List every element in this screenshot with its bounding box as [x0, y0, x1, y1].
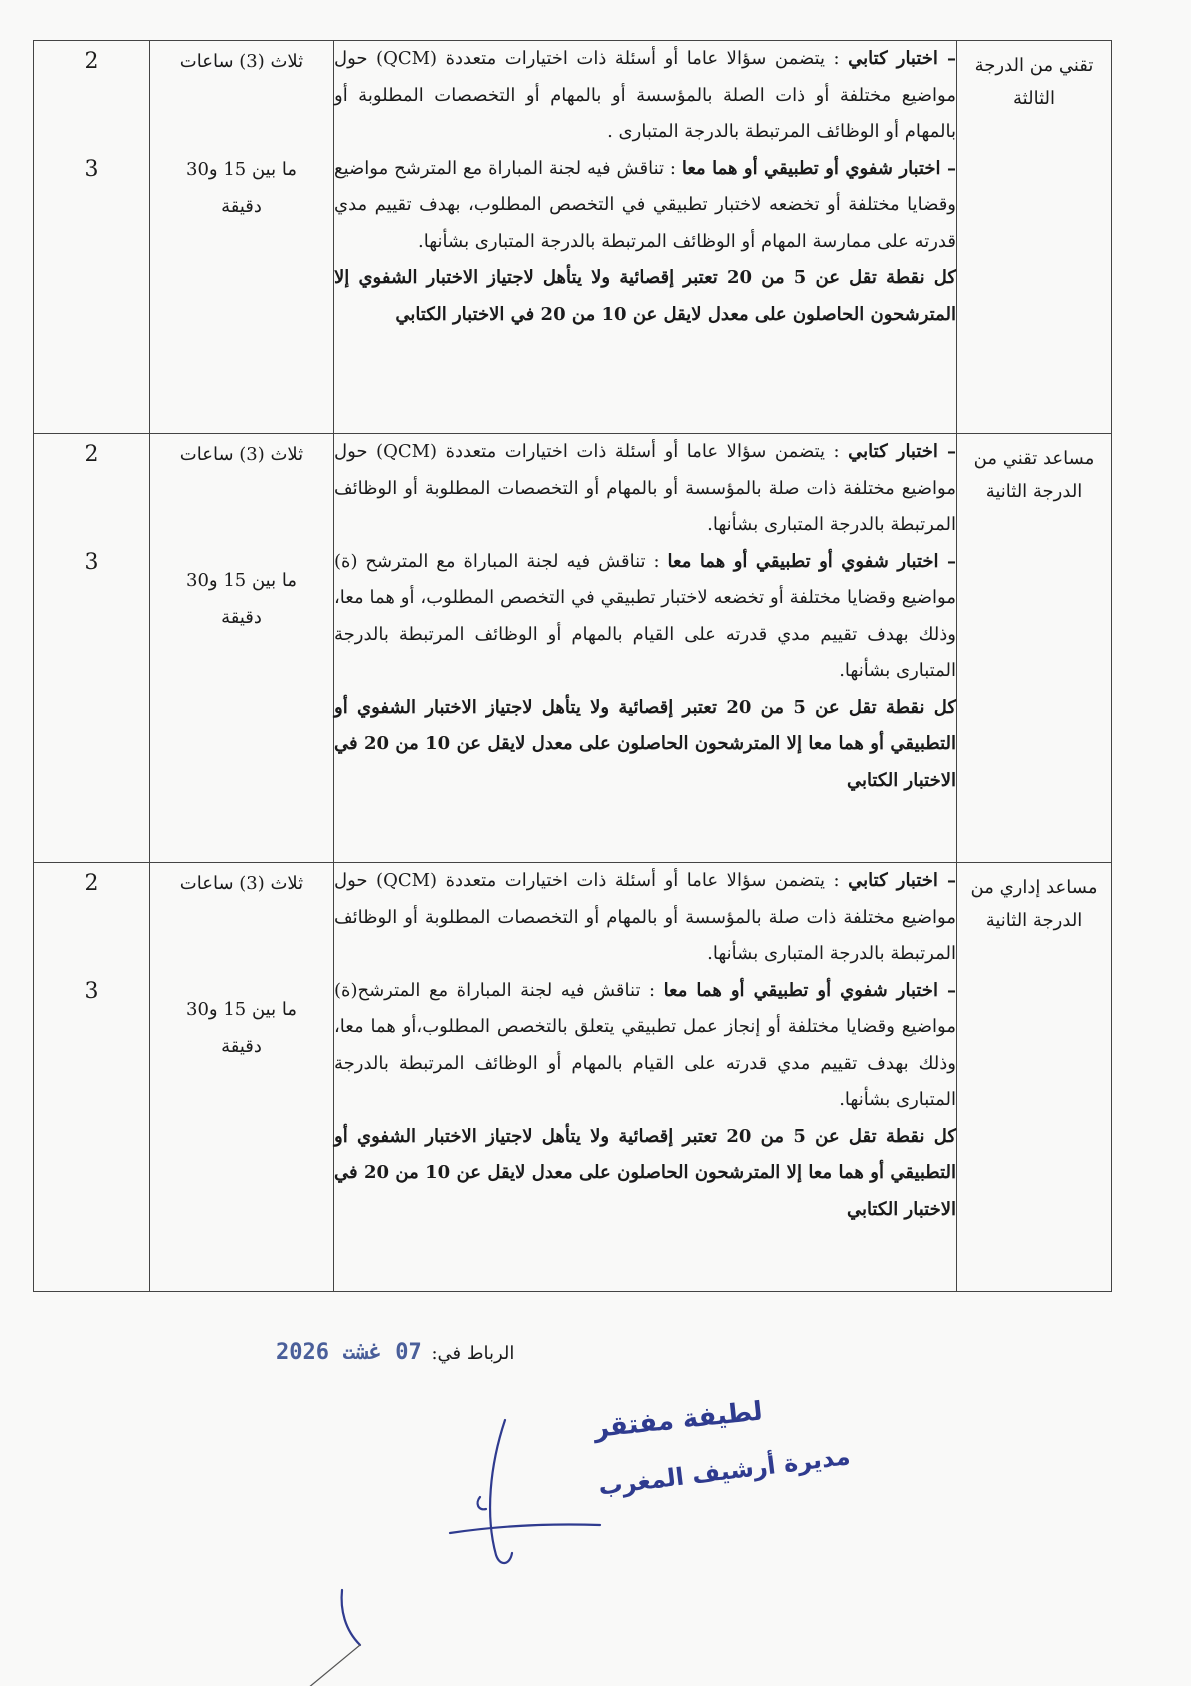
duration-cell	[150, 434, 334, 863]
oral-exam-heading: – اختبار شفوي أو تطبيقي أو هما معا	[663, 979, 956, 1001]
written-exam-description	[334, 434, 956, 544]
elimination-note: كل نقطة تقل عن 5 من 20 تعتبر إقصائية ولا يتأهل لاجتياز الاختبار الشفوي إلا المترشحون الحاصلون على معدل لايقل عن 10 من 20 في الاختبار الكتابي	[334, 267, 956, 325]
written-duration: ثلاث (3) ساعات	[179, 51, 304, 72]
signature-name: لطيفة مفتقر	[592, 1396, 765, 1445]
grade-cell	[957, 863, 1112, 1292]
written-coefficient: 2	[84, 871, 99, 896]
signature-strokes	[302, 1420, 600, 1686]
signature-title: مديرة أرشيف المغرب	[596, 1442, 852, 1501]
oral-duration-unit: دقيقة	[221, 607, 262, 628]
written-duration: ثلاث (3) ساعات	[179, 444, 304, 465]
table-row	[34, 41, 1112, 434]
grade-name: مساعد تقني من الدرجة الثانية	[973, 448, 1095, 502]
oral-duration-range: ما بين 15 و30	[186, 159, 297, 180]
written-exam-heading: – اختبار كتابي	[848, 441, 956, 462]
oral-exam-description	[334, 151, 956, 261]
written-exam-description	[334, 41, 956, 151]
oral-duration	[150, 562, 333, 636]
oral-coefficient: 3	[84, 979, 99, 1004]
place-and-date	[276, 1340, 514, 1365]
oral-duration	[150, 151, 333, 225]
table-row	[34, 434, 1112, 863]
coefficient-cell	[34, 434, 150, 863]
written-exam-description	[334, 863, 956, 973]
elimination-note: كل نقطة تقل عن 5 من 20 تعتبر إقصائية ولا يتأهل لاجتياز الاختبار الشفوي أو التطبيقي أو هما معا إلا المترشحون الحاصلون على معدل لايقل عن 10 من 20 في الاختبار الكتابي	[334, 696, 956, 791]
place-label: الرباط في:	[431, 1343, 515, 1364]
elimination-note: كل نقطة تقل عن 5 من 20 تعتبر إقصائية ولا يتأهل لاجتياز الاختبار الشفوي أو التطبيقي أو هما معا إلا المترشحون الحاصلون على معدل لايقل عن 10 من 20 في الاختبار الكتابي	[334, 1125, 956, 1220]
coefficient-cell	[34, 41, 150, 434]
grade-name: تقني من الدرجة الثالثة	[974, 55, 1094, 109]
oral-exam-description	[334, 973, 956, 1119]
oral-exam-heading: – اختبار شفوي أو تطبيقي أو هما معا	[667, 550, 956, 572]
written-exam-heading: – اختبار كتابي	[848, 870, 956, 891]
exam-table	[33, 40, 1112, 1292]
oral-duration-range: ما بين 15 و30	[186, 999, 297, 1020]
date-stamp: 07 غشت 2026	[276, 1340, 422, 1365]
table-row	[34, 863, 1112, 1292]
grade-cell	[957, 41, 1112, 434]
oral-exam-heading: – اختبار شفوي أو تطبيقي أو هما معا	[681, 157, 956, 179]
duration-cell	[150, 863, 334, 1292]
oral-exam-description	[334, 544, 956, 690]
oral-duration-range: ما بين 15 و30	[186, 570, 297, 591]
oral-duration-unit: دقيقة	[221, 196, 262, 217]
oral-exam-text: : تناقش فيه لجنة المباراة مع المترشح مواضيع وقضايا مختلفة أو تخضعه لاختبار تطبيقي في التخصص المطلوب، بهدف تقييم مدي قدرته على ممارسة المهام أو الوظائف المرتبطة بالدرجة المتبارى بشأنها.	[334, 157, 956, 252]
written-exam-text: : يتضمن سؤالا عاما أو أسئلة ذات اختيارات متعددة (QCM) حول مواضيع مختلفة أو ذات الصلة بالمؤسسة أو بالمهام أو التخصصات المطلوبة أو بالمهام أو الوظائف المرتبطة بالدرجة المتبارى .	[334, 48, 956, 142]
grade-cell	[957, 434, 1112, 863]
duration-cell	[150, 41, 334, 434]
oral-duration-unit: دقيقة	[221, 1036, 262, 1057]
written-exam-text: : يتضمن سؤالا عاما أو أسئلة ذات اختيارات متعددة (QCM) حول مواضيع مختلفة ذات صلة بالمؤسسة أو بالمهام أو التخصصات المطلوبة أو الوظائف المرتبطة بالدرجة المتبارى بشأنها.	[334, 441, 956, 535]
content-cell	[334, 41, 957, 434]
oral-exam-text: : تناقش فيه لجنة المباراة مع المترشح (ة) مواضيع وقضايا مختلفة أو تخضعه لاختبار تطبيقي في التخصص المطلوب، أو هما معا، وذلك بهدف تقييم مدي قدرته على القيام بالمهام أو الوظائف المرتبطة بالدرجة المتبارى بشأنها.	[334, 550, 956, 681]
content-cell	[334, 863, 957, 1292]
written-duration: ثلاث (3) ساعات	[179, 873, 304, 894]
oral-coefficient: 3	[84, 550, 99, 575]
oral-coefficient: 3	[84, 157, 99, 182]
coefficient-cell	[34, 863, 150, 1292]
signature-stamp	[300, 1396, 852, 1685]
written-coefficient: 2	[84, 442, 99, 467]
oral-exam-text: : تناقش فيه لجنة المباراة مع المترشح(ة) مواضيع وقضايا مختلفة أو إنجاز عمل تطبيقي يتعلق بالتخصص المطلوب،أو هما معا، وذلك بهدف تقييم مدي قدرته على القيام بالمهام أو الوظائف المرتبطة بالدرجة المتبارى بشأنها.	[334, 979, 956, 1110]
grade-name: مساعد إداري من الدرجة الثانية	[970, 877, 1098, 931]
written-exam-heading: – اختبار كتابي	[848, 48, 956, 69]
written-coefficient: 2	[84, 49, 99, 74]
content-cell	[334, 434, 957, 863]
written-exam-text: : يتضمن سؤالا عاما أو أسئلة ذات اختيارات متعددة (QCM) حول مواضيع مختلفة ذات صلة بالمؤسسة أو بالمهام أو التخصصات المطلوبة أو الوظائف المرتبطة بالدرجة المتبارى بشأنها.	[334, 870, 956, 964]
oral-duration	[150, 991, 333, 1065]
